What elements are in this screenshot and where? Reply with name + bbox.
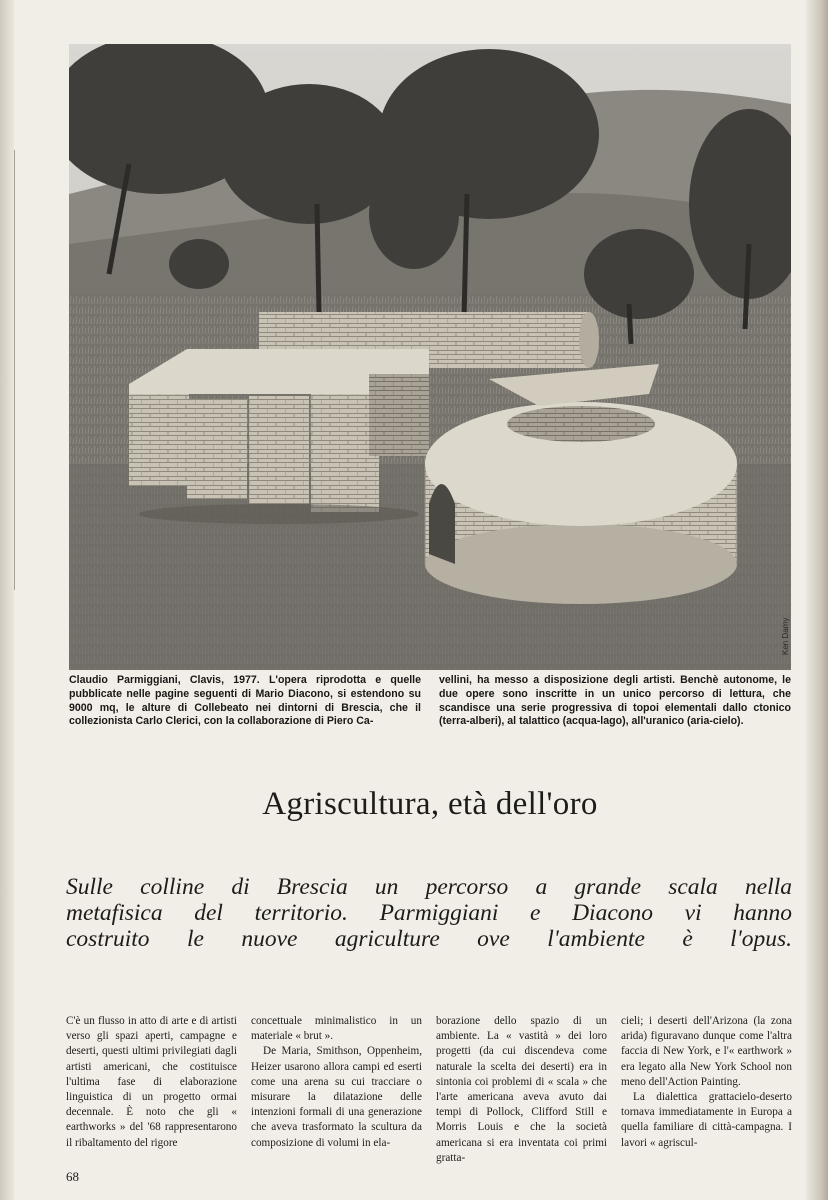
body-column-2 bbox=[251, 1014, 422, 1166]
article-body bbox=[66, 1014, 792, 1166]
gutter-rule bbox=[14, 150, 15, 590]
body-paragraph: C'è un flusso in atto di arte e di artisti verso gli spazi aperti, campagne e deserti, questi ultimi privilegiati dagli artisti americani, che costituisce l'ultima fase di elaborazione linguistica di un progetto ormai decennale. È noto che gli « earthworks » del '68 rappresentarono il ribaltamento del rigore bbox=[66, 1015, 237, 1149]
body-column-1 bbox=[66, 1014, 237, 1166]
body-paragraph: concettuale minimalistico in un materiale « brut ». bbox=[251, 1015, 422, 1043]
subtitle-line: Sulle colline di Brescia un percorso a grande scala nella bbox=[66, 874, 792, 900]
page-number: 68 bbox=[66, 1169, 79, 1184]
subtitle-line: metafisica del territorio. Parmiggiani e Diacono vi hanno bbox=[66, 900, 792, 926]
article-title: Agriscultura, età dell'oro bbox=[262, 786, 598, 822]
caption-column-left bbox=[69, 674, 421, 729]
body-paragraph: De Maria, Smithson, Oppenheim, Heizer usarono allora campi ed eserti come una arena su cui tracciare o misurare la dilatazione delle intenzioni formali di una generazione che aveva trasformato la scultura da composizione di volumi in ela- bbox=[251, 1045, 422, 1149]
body-paragraph: cieli; i deserti dell'Arizona (la zona arida) figuravano dunque come l'altra faccia di New York, e l'« earthwork » era legato alla New York School non meno dell'Action Painting. bbox=[621, 1015, 792, 1088]
caption-column-right bbox=[439, 674, 791, 729]
body-column-3 bbox=[436, 1014, 607, 1166]
photo-credit: Ken Damy bbox=[781, 617, 790, 655]
caption-text-right: vellini, ha messo a disposizione degli artisti. Benchè autonome, le due opere sono inscritte in un unico percorso di lettura, che scandisce una serie progressiva di topoi elementali dallo ctonico (terra-alberi), al talattico (acqua-lago), all'uranico (aria-cielo). bbox=[439, 674, 791, 728]
article-subtitle bbox=[66, 874, 792, 952]
body-paragraph: borazione dello spazio di un ambiente. La « vastità » dei loro progetti (da cui discendeva come naturale la scelta dei deserti) era in sintonia coi problemi di « scala » che l'arte americana aveva avuto dai tempi di Pollock, Clifford Still e Morris Louis e che la società americana si era inventata coi primi gratta- bbox=[436, 1015, 607, 1164]
body-paragraph: La dialettica grattacielo-deserto tornava immediatamente in Europa a quella familiare di città-campagna. I lavori « agriscul- bbox=[621, 1091, 792, 1149]
sculpture-photo bbox=[69, 44, 791, 670]
page-edge-shadow bbox=[806, 0, 828, 1200]
body-column-4 bbox=[621, 1014, 792, 1166]
caption-text-left: Claudio Parmiggiani, Clavis, 1977. L'opera riprodotta e quelle pubblicate nelle pagine seguenti di Mario Diacono, si estendono su 9000 mq, le alture di Collebeato nei dintorni di Brescia, che il collezionista Carlo Clerici, con la collaborazione di Piero Ca- bbox=[69, 674, 421, 728]
photo-caption bbox=[69, 674, 791, 729]
subtitle-line: costruito le nuove agriculture ove l'ambiente è l'opus. bbox=[66, 926, 792, 952]
page-gutter-shadow bbox=[0, 0, 14, 1200]
